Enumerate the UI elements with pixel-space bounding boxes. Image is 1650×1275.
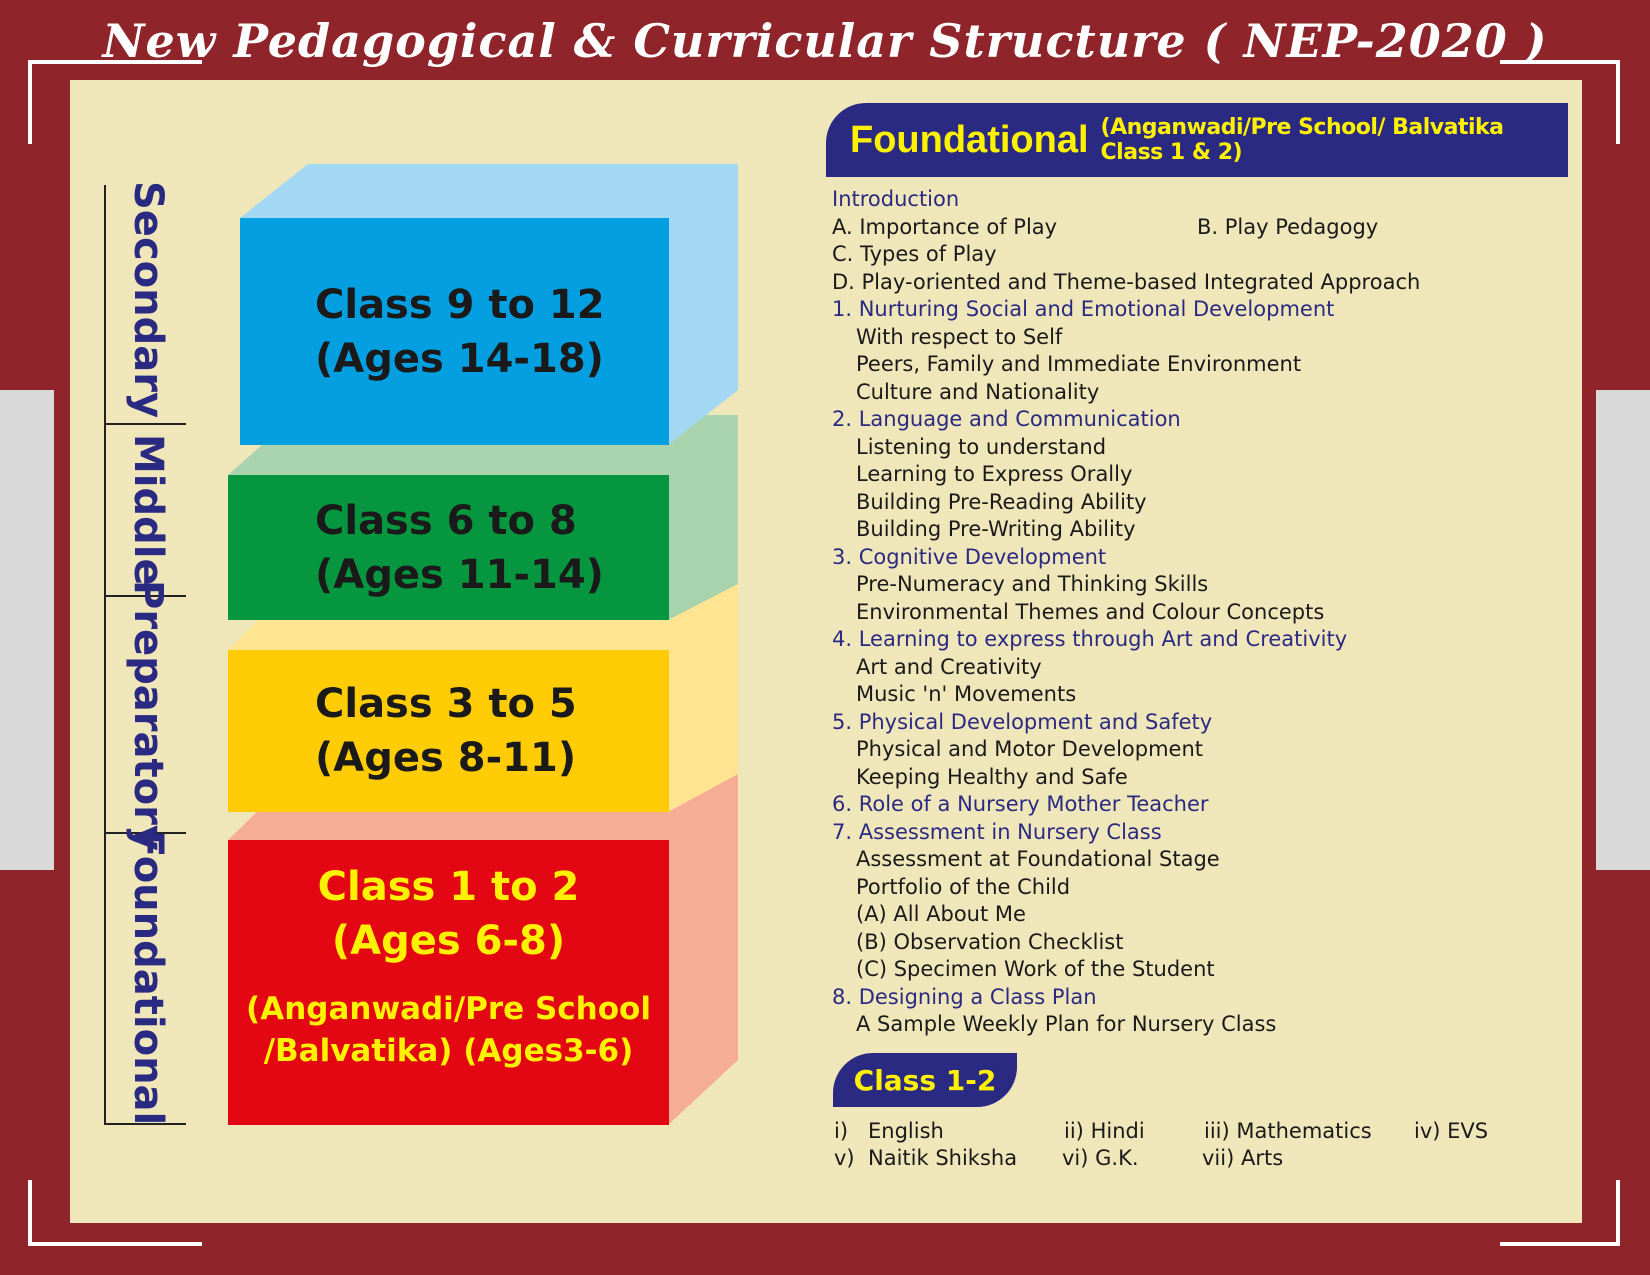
subject-item: ii) Hindi bbox=[1064, 1119, 1145, 1143]
topic-heading: 2. Language and Communication bbox=[832, 407, 1181, 431]
stage-label-preparatory: Preparatory bbox=[125, 579, 171, 851]
page-title: New Pedagogical & Curricular Structure ( NEP-2020 ) bbox=[102, 14, 1548, 68]
topic-heading: 1. Nurturing Social and Emotional Development bbox=[832, 297, 1335, 321]
topic-item: Music 'n' Movements bbox=[856, 682, 1077, 706]
topic-heading: Introduction bbox=[832, 187, 960, 211]
topic-item: Physical and Motor Development bbox=[856, 737, 1204, 761]
preparatory-block-line: Class 3 to 5 bbox=[315, 681, 577, 727]
topic-heading: 8. Designing a Class Plan bbox=[832, 984, 1097, 1009]
topic-item: C. Types of Play bbox=[832, 242, 997, 266]
topic-item: Art and Creativity bbox=[856, 654, 1042, 679]
stage-label-middle: Middle bbox=[125, 434, 171, 586]
subject-item: iii) Mathematics bbox=[1204, 1119, 1372, 1143]
subject-item: v) bbox=[834, 1146, 855, 1170]
secondary-block-line: (Ages 14-18) bbox=[315, 335, 604, 382]
topic-item: Listening to understand bbox=[856, 434, 1107, 459]
topic-item: Learning to Express Orally bbox=[856, 462, 1133, 486]
topic-item: Building Pre-Reading Ability bbox=[856, 489, 1147, 514]
topic-item: Keeping Healthy and Safe bbox=[856, 764, 1128, 789]
class-1-2-badge: Class 1-2 bbox=[833, 1053, 1017, 1107]
preparatory-block-text bbox=[228, 650, 669, 812]
topic-item: Pre-Numeracy and Thinking Skills bbox=[856, 572, 1209, 596]
secondary-block-line: Class 9 to 12 bbox=[315, 281, 605, 328]
topic-item: Culture and Nationality bbox=[856, 379, 1100, 404]
topic-item: Environmental Themes and Colour Concepts bbox=[856, 599, 1325, 624]
subject-item: iv) EVS bbox=[1414, 1119, 1489, 1143]
foundational-block-line: (Ages 6-8) bbox=[331, 918, 566, 964]
topic-list bbox=[832, 186, 1592, 1039]
stage-label-secondary: Secondary bbox=[125, 181, 171, 419]
middle-block-line: (Ages 11-14) bbox=[315, 551, 604, 598]
topic-heading: 4. Learning to express through Art and Creativity bbox=[832, 627, 1348, 651]
subject-item: Naitik Shiksha bbox=[868, 1146, 1018, 1170]
foundational-heading: Foundational bbox=[850, 118, 1089, 161]
topic-heading: 6. Role of a Nursery Mother Teacher bbox=[832, 792, 1209, 816]
topic-item: (B) Observation Checklist bbox=[856, 929, 1124, 954]
subject-item: i) bbox=[834, 1119, 849, 1143]
topic-item: Assessment at Foundational Stage bbox=[856, 847, 1220, 871]
foundational-block-line: /Balvatika) (Ages3-6) bbox=[263, 1033, 634, 1069]
preparatory-block-line: (Ages 8-11) bbox=[315, 735, 577, 781]
subject-item: English bbox=[868, 1119, 944, 1143]
foundational-header bbox=[826, 103, 1568, 177]
stage-label-foundational: Foundational bbox=[125, 830, 171, 1126]
topic-item: Peers, Family and Immediate Environment bbox=[856, 352, 1302, 376]
topic-item: D. Play-oriented and Theme-based Integrated Approach bbox=[832, 269, 1421, 294]
middle-block-line: Class 6 to 8 bbox=[315, 497, 577, 544]
topic-item: Portfolio of the Child bbox=[856, 874, 1071, 899]
secondary-block-text bbox=[240, 218, 669, 445]
secondary-block-top bbox=[240, 164, 738, 218]
topic-heading: 5. Physical Development and Safety bbox=[832, 709, 1213, 734]
topic-heading: 3. Cognitive Development bbox=[832, 544, 1107, 569]
topic-item: A. Importance of Play B. Play Pedagogy bbox=[832, 214, 1379, 239]
topic-item: Building Pre-Writing Ability bbox=[856, 517, 1136, 541]
foundational-subheading: (Anganwadi/Pre School/ Balvatika Class 1 & 2) bbox=[1100, 115, 1504, 165]
topic-item: (C) Specimen Work of the Student bbox=[856, 957, 1215, 981]
topic-item: A Sample Weekly Plan for Nursery Class bbox=[856, 1012, 1277, 1036]
foundational-block-line: (Anganwadi/Pre School bbox=[246, 991, 651, 1027]
foundational-block-line: Class 1 to 2 bbox=[317, 864, 580, 910]
middle-block-text bbox=[228, 475, 669, 620]
topic-item: (A) All About Me bbox=[856, 902, 1026, 926]
topic-heading: 7. Assessment in Nursery Class bbox=[832, 819, 1162, 844]
subject-item: vi) G.K. bbox=[1062, 1146, 1139, 1170]
subject-item: vii) Arts bbox=[1202, 1146, 1284, 1170]
topic-item: With respect to Self bbox=[856, 324, 1063, 349]
foundational-block-text bbox=[228, 860, 669, 1110]
